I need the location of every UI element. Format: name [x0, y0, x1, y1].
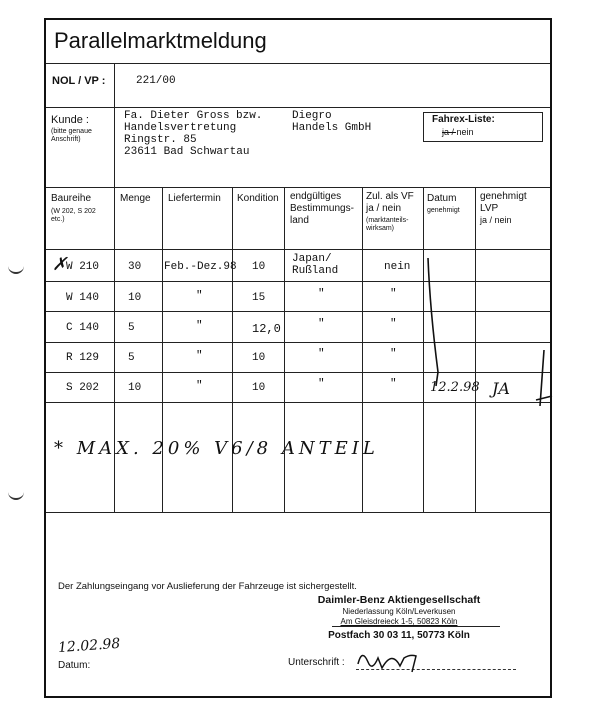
payment-statement: Der Zahlungseingang vor Auslieferung der Fahrzeuge ist sichergestellt.	[58, 581, 357, 592]
row1-baureihe: W 210	[66, 261, 100, 273]
header-datum-sub: genehmigt	[427, 207, 460, 214]
header-datum	[427, 193, 475, 215]
row2-zul: "	[390, 288, 397, 300]
header-zul-sub: (marktanteils-wirksam)	[366, 217, 409, 232]
fahrex-box	[423, 112, 543, 142]
row3-land: "	[318, 318, 325, 330]
row2-baureihe: W 140	[66, 292, 100, 304]
row2-liefertermin: "	[196, 290, 203, 302]
fahrex-label: Fahrex-Liste:	[432, 114, 495, 125]
punch-hole-mark-top	[8, 262, 24, 274]
alternate-name	[292, 110, 371, 134]
header-bestimmungsland: endgültiges Bestimmungs-land	[290, 191, 354, 226]
handwritten-strokes	[416, 250, 554, 412]
company-name: Daimler-Benz Aktiengesellschaft	[317, 594, 481, 606]
punch-hole-mark-bottom	[8, 488, 24, 500]
date-handwritten: 12.02.98	[57, 635, 121, 657]
row5-zul: "	[390, 378, 397, 390]
row4-kondition: 10	[252, 352, 266, 364]
row3-menge: 5	[128, 322, 135, 334]
row1-zul: nein	[384, 261, 411, 273]
alternate-line: Diegro	[292, 110, 332, 122]
header-baureihe	[51, 193, 111, 224]
header-baureihe-label: Baureihe	[51, 193, 92, 204]
company-branch: Niederlassung Köln/Leverkusen	[342, 607, 456, 616]
row2-kondition: 15	[252, 292, 266, 304]
row1-menge: 30	[128, 261, 142, 273]
customer-line: Fa. Dieter Gross	[124, 110, 230, 122]
kunde-sub-label: (bitte genaue Anschrift)	[51, 128, 92, 143]
asterisk-mark: ✗	[52, 254, 68, 275]
row5-land: "	[318, 378, 325, 390]
kunde-label: Kunde :	[51, 114, 89, 126]
row4-menge: 5	[128, 352, 135, 364]
row1-kondition: 10	[252, 261, 266, 273]
form-title: Parallelmarktmeldung	[54, 28, 267, 53]
report-form	[44, 18, 552, 698]
datum-label: Datum:	[58, 660, 91, 671]
row4-baureihe: R 129	[66, 352, 100, 364]
header-lvp	[480, 191, 548, 225]
header-baureihe-sub: (W 202, S 202 etc.)	[51, 208, 96, 223]
nol-label: NOL / VP :	[52, 75, 106, 87]
header-zul	[366, 191, 422, 233]
row3-zul: "	[390, 318, 397, 330]
nol-value: 221/00	[136, 75, 176, 87]
header-kondition: Kondition	[237, 193, 279, 204]
customer-address	[124, 110, 249, 158]
row5-kondition: 10	[252, 382, 266, 394]
row2-menge: 10	[128, 292, 142, 304]
customer-line: Ringstr. 85	[124, 134, 197, 146]
bzw-text: bzw.	[236, 110, 263, 122]
row3-liefertermin: "	[196, 320, 203, 332]
header-zul-label: Zul. als VF ja / nein	[366, 191, 414, 214]
row5-menge: 10	[128, 382, 142, 394]
header-menge: Menge	[120, 193, 151, 204]
row4-land: "	[318, 348, 325, 360]
customer-line: 23611 Bad Schwartau	[124, 146, 250, 158]
alternate-line: Handels GmbH	[292, 122, 372, 134]
row5-baureihe: S 202	[66, 382, 100, 394]
header-lvp-sub: ja / nein	[480, 215, 512, 225]
customer-line: Handelsvertretung	[124, 122, 237, 134]
row2-land: "	[318, 288, 325, 300]
row5-liefertermin: "	[196, 380, 203, 392]
fahrex-options: ja / nein	[442, 127, 474, 137]
row3-kondition: 12,0	[252, 322, 281, 336]
row1-liefertermin: Feb.-Dez.98	[164, 261, 237, 273]
row4-liefertermin: "	[196, 350, 203, 362]
signature-scribble	[352, 644, 422, 676]
row1-land: Japan/ Rußland	[292, 253, 339, 277]
company-address: Am Gleisdreieck 1-5, 50823 Köln	[340, 617, 458, 626]
company-postfach: Postfach 30 03 11, 50773 Köln	[328, 630, 470, 641]
signature-label: Unterschrift :	[288, 657, 345, 668]
row5-lvp: JA	[492, 379, 510, 398]
row3-baureihe: C 140	[66, 322, 100, 334]
strikethrough-mark	[442, 132, 456, 133]
row5-datum: 12.2.98	[430, 380, 480, 395]
row4-zul: "	[390, 348, 397, 360]
company-stamp	[284, 594, 514, 641]
handwritten-note: * MAX. 20% V6/8 ANTEIL	[54, 438, 379, 459]
header-lvp-label: genehmigt LVP	[480, 191, 527, 214]
header-datum-label: Datum	[427, 193, 457, 204]
header-liefertermin: Liefertermin	[168, 193, 221, 204]
